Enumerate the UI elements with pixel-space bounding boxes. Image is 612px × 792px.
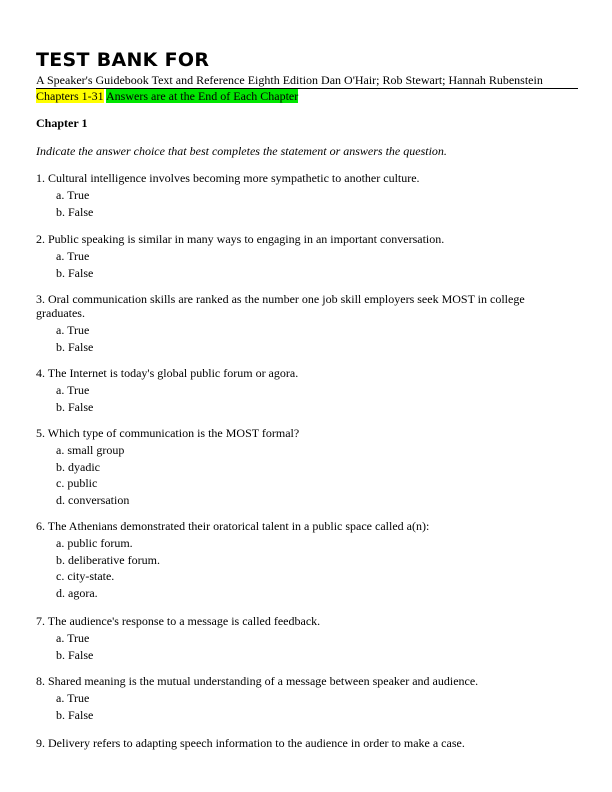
chapter-heading: Chapter 1 bbox=[36, 116, 88, 130]
chapters-note bbox=[36, 89, 298, 103]
question-item bbox=[36, 426, 576, 508]
document-subtitle: A Speaker's Guidebook Text and Reference Eighth Edition Dan O'Hair; Rob Stewart; Hannah Rubenstein bbox=[36, 73, 578, 89]
answer-option: b. deliberative forum. bbox=[56, 552, 160, 567]
answer-option: b. False bbox=[56, 647, 94, 662]
question-text: 4. The Internet is today's global public forum or agora. bbox=[36, 366, 299, 380]
question-text: 2. Public speaking is similar in many ways to engaging in an important conversation. bbox=[36, 232, 445, 246]
question-text: 3. Oral communication skills are ranked as the number one job skill employers seek MOST in college graduates. bbox=[36, 292, 525, 320]
question-text: 7. The audience's response to a message is called feedback. bbox=[36, 614, 321, 628]
question-text: 5. Which type of communication is the MOST formal? bbox=[36, 426, 300, 440]
answer-option: a. small group bbox=[56, 443, 125, 457]
answer-options bbox=[56, 322, 576, 355]
question-item bbox=[36, 614, 576, 663]
answer-options bbox=[56, 535, 576, 601]
question-item bbox=[36, 519, 576, 601]
answer-option: a. True bbox=[56, 323, 90, 337]
answers-note-highlight: Answers are at the End of Each Chapter bbox=[106, 89, 299, 103]
question-text: 1. Cultural intelligence involves becoming more sympathetic to another culture. bbox=[36, 171, 420, 185]
answer-option: a. True bbox=[56, 249, 90, 263]
question-item bbox=[36, 292, 576, 355]
answer-option: c. city-state. bbox=[56, 569, 115, 583]
answer-options bbox=[56, 630, 576, 663]
answer-option: a. True bbox=[56, 383, 90, 397]
answer-options bbox=[56, 187, 576, 220]
answer-options bbox=[56, 442, 576, 508]
question-item bbox=[36, 232, 576, 281]
answer-option: b. False bbox=[56, 204, 94, 219]
question-item bbox=[36, 171, 576, 220]
answer-options bbox=[56, 690, 576, 723]
answer-option: b. False bbox=[56, 707, 94, 722]
answer-option: c. public bbox=[56, 476, 98, 490]
answer-options bbox=[56, 248, 576, 281]
instructions-text: Indicate the answer choice that best completes the statement or answers the question. bbox=[36, 144, 447, 158]
answer-option: b. False bbox=[56, 265, 94, 280]
answer-option: b. False bbox=[56, 339, 94, 354]
answer-option: d. conversation bbox=[56, 492, 130, 507]
question-text: 9. Delivery refers to adapting speech information to the audience in order to make a case. bbox=[36, 736, 465, 750]
answer-option: b. False bbox=[56, 399, 94, 414]
answer-options bbox=[56, 382, 576, 415]
answer-option: a. True bbox=[56, 188, 90, 202]
chapters-range-highlight: Chapters 1-31 bbox=[36, 89, 104, 103]
question-text: 8. Shared meaning is the mutual understanding of a message between speaker and audience. bbox=[36, 674, 479, 688]
question-item bbox=[36, 366, 576, 415]
answer-option: a. True bbox=[56, 691, 90, 705]
answer-option: a. public forum. bbox=[56, 536, 133, 550]
answer-option: d. agora. bbox=[56, 585, 98, 600]
document-title: TEST BANK FOR bbox=[36, 49, 210, 71]
question-text: 6. The Athenians demonstrated their oratorical talent in a public space called a(n): bbox=[36, 519, 430, 533]
answer-option: b. dyadic bbox=[56, 459, 100, 474]
question-item bbox=[36, 674, 576, 723]
answer-option: a. True bbox=[56, 631, 90, 645]
question-item bbox=[36, 736, 576, 750]
